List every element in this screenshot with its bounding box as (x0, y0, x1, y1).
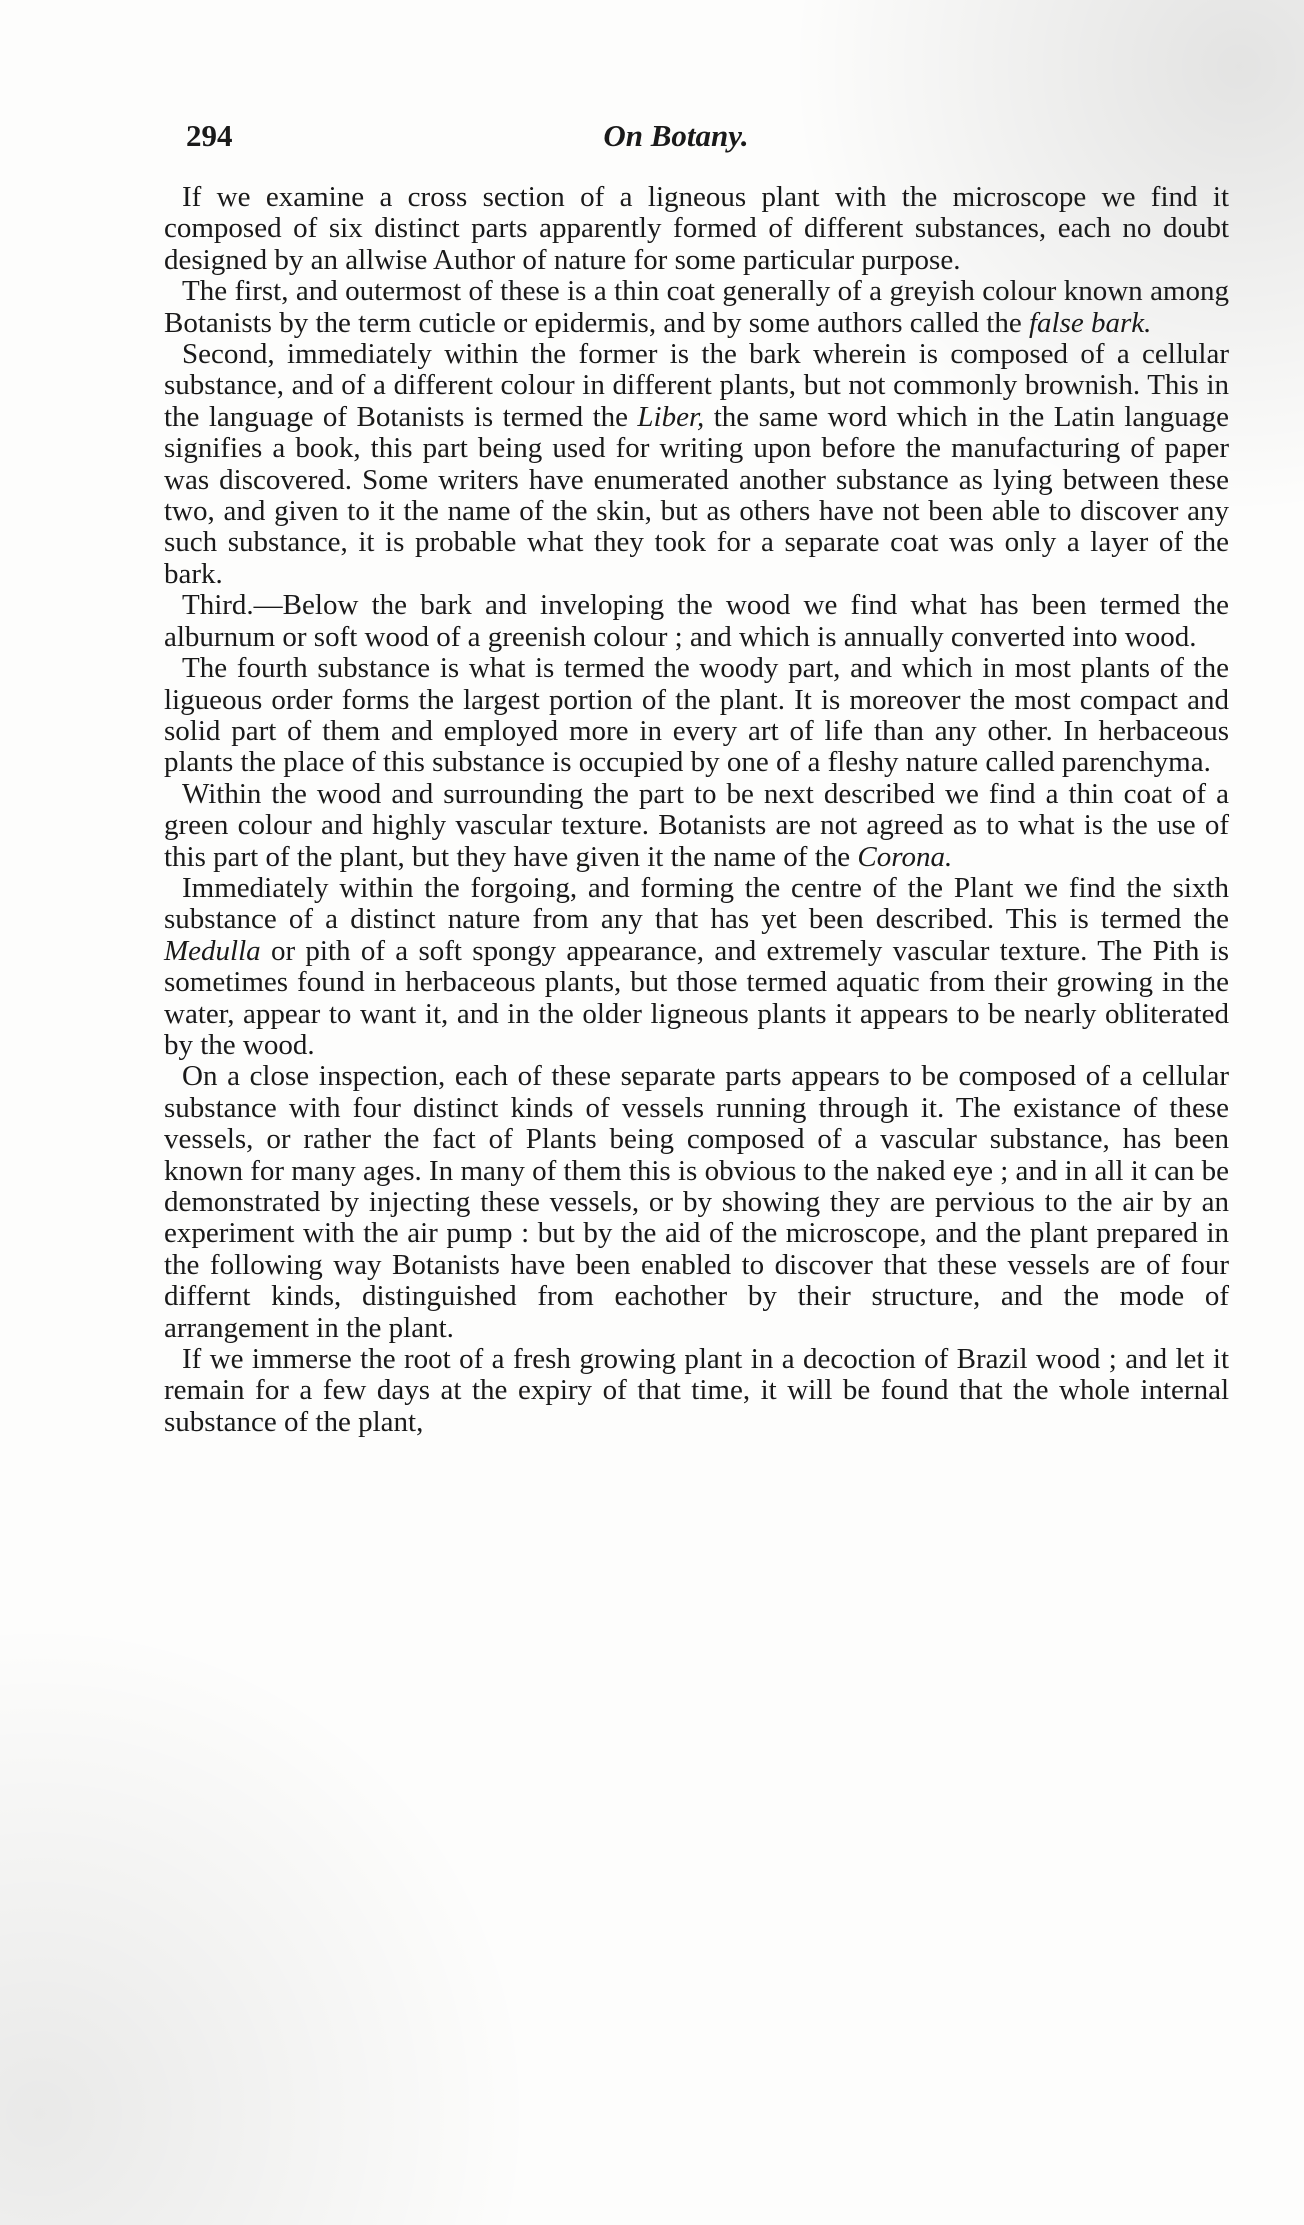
italic-term: Liber, (637, 400, 705, 433)
paragraph-9: If we immerse the root of a fresh growing plant in a decoction of Brazil wood ; and let it remain for a few days at the expiry of that time, it will be found that the whole internal substance of the plant, (164, 1343, 1229, 1438)
paragraph-8: On a close inspection, each of these separate parts appears to be composed of a cellular substance with four distinct kinds of vessels running through it. The existance of these vessels, or rather the fact of Plants being composed of a vascular substance, has been known for many ages. In many of them this is obvious to the naked eye ; and in all it can be demonstrated by injecting these vessels, or by showing they are pervious to the air by an experiment with the air pump : but by the aid of the microscope, and the plant prepared in the following way Botanists have been enabled to discover that these vessels are of four differnt kinds, distinguished from eachother by their structure, and the mode of arrangement in the plant. (164, 1060, 1229, 1344)
paragraph-7: Immediately within the forgoing, and forming the centre of the Plant we find the sixth substance of a distinct nature from any that has yet been described. This is termed the Medulla or pith of a soft spongy appearance, and extremely vascular texture. The Pith is sometimes found in herbaceous plants, but those termed aquatic from their growing in the water, appear to want it, and in the older ligneous plants it appears to be nearly obliterated by the wood. (164, 871, 1229, 1061)
paragraph-4: Third.—Below the bark and inveloping the wood we find what has been termed the alburnum or soft wood of a greenish colour ; and which is annually converted into wood. (164, 589, 1229, 653)
paragraph-3: Second, immediately within the former is the bark wherein is composed of a cellular substance, and of a different colour in different plants, but not commonly brownish. This in the language of Botanists is termed the Liber, the same word which in the Latin language signifies a book, this part being used for writing upon before the manufacturing of paper was discovered. Some writers have enumerated another substance as lying between these two, and given to it the name of the skin, but as others have not been able to discover any such substance, it is probable what they took for a separate coat was only a layer of the bark. (164, 338, 1229, 590)
page-header (186, 118, 1166, 162)
italic-term: false bark. (1028, 306, 1152, 339)
paragraph-6: Within the wood and surrounding the part to be next described we find a thin coat of a green colour and highly vascular texture. Botanists are not agreed as to what is the use of this part of the plant, but they have given it the name of the Corona. (164, 777, 1229, 873)
paragraph-2: The first, and outermost of these is a thin coat generally of a greyish colour known among Botanists by the term cuticle or epidermis, and by some authors called the false bark. (164, 275, 1229, 339)
paragraph-1: If we examine a cross section of a ligneous plant with the microscope we find it composed of six distinct parts apparently formed of different substances, each no doubt designed by an allwise Author of nature for some particular purpose. (164, 181, 1229, 276)
body-text (164, 182, 1229, 1438)
italic-term: Corona. (857, 840, 953, 873)
running-head: On Botany. (603, 118, 749, 153)
paragraph-5: The fourth substance is what is termed the woody part, and which in most plants of the ligueous order forms the largest portion of the plant. It is moreover the most compact and solid part of them and employed more in every art of life than any other. In herbaceous plants the place of this substance is occupied by one of a fleshy nature called parenchyma. (164, 652, 1229, 779)
italic-term: Medulla (164, 934, 261, 967)
page-number: 294 (186, 118, 233, 153)
